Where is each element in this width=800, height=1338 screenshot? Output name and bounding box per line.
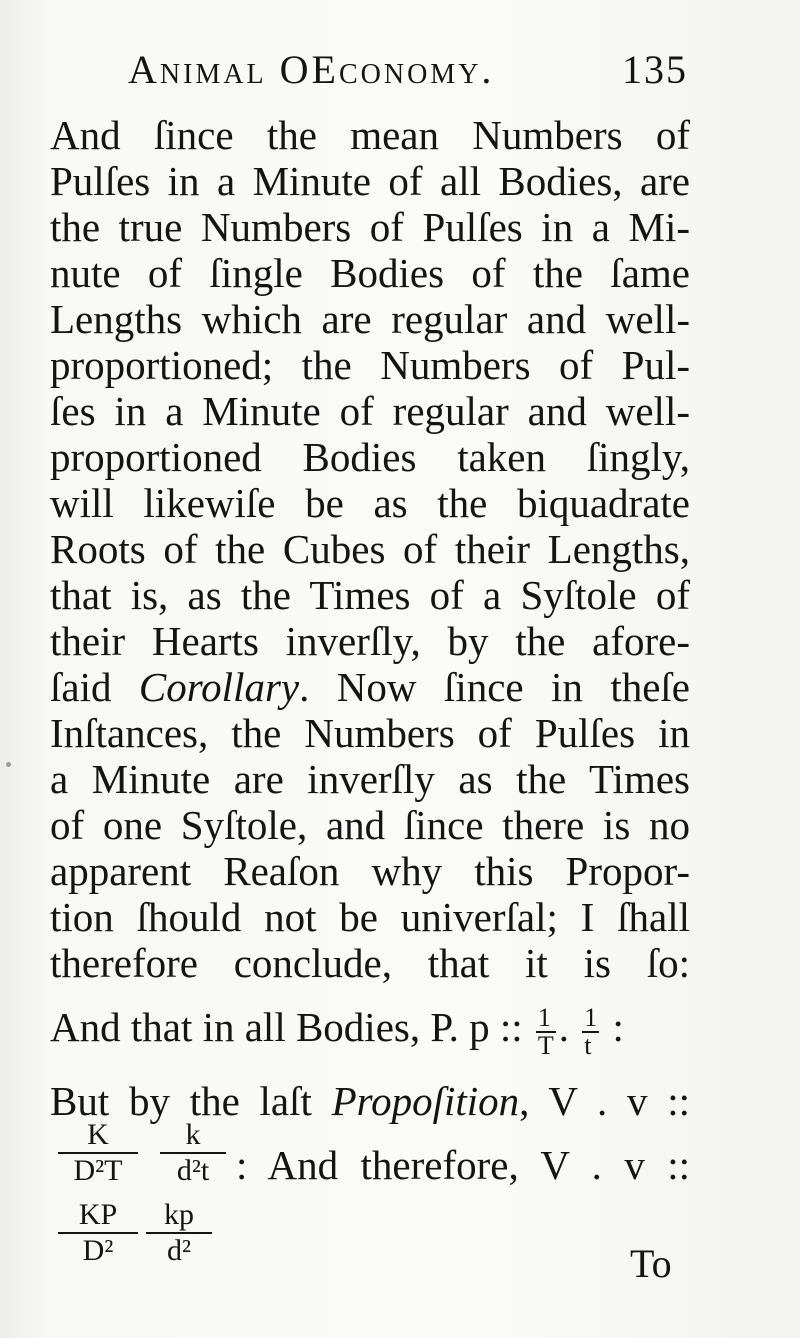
body-line: Roots of the Cubes of their Lengths,: [50, 526, 690, 572]
body-line-corollary: [50, 664, 690, 710]
fraction-one-over-t: [582, 1002, 599, 1060]
formula-end: :: [612, 1004, 624, 1050]
body-line: proportioned Bodies taken ſingly,: [50, 434, 690, 480]
fraction-numerator: k: [160, 1118, 226, 1154]
therefore-line: : And therefore, V . v ::: [236, 1142, 690, 1188]
formula-text: And that in all Bodies, P. p ::: [50, 1004, 523, 1050]
body-line: therefore conclude, that it is ſo:: [50, 940, 690, 986]
body-line: Inſtances, the Numbers of Pulſes in: [50, 710, 690, 756]
fraction-denominator: d²t: [176, 1154, 210, 1187]
body-line: will likewiſe be as the biquadrate: [50, 480, 690, 526]
fraction-denominator: D²T: [73, 1154, 123, 1187]
page-number: 135: [622, 47, 688, 92]
body-line: a Minute are inverſly as the Times: [50, 756, 690, 802]
formula-line: [50, 1004, 690, 1066]
body-line: Pulſes in a Minute of all Bodies, are: [50, 158, 690, 204]
body-line: nute of ſingle Bodies of the ſame: [50, 250, 690, 296]
italic-term-corollary: Corollary: [138, 664, 300, 710]
body-line: apparent Reaſon why this Propor-: [50, 848, 690, 894]
fraction-K-over-D2T: [58, 1118, 138, 1188]
fraction-denominator: t: [584, 1030, 592, 1060]
body-line: proportioned; the Numbers of Pul-: [50, 342, 690, 388]
body-line: the true Numbers of Pulſes in a Mi-: [50, 204, 690, 250]
fraction-denominator: d²: [167, 1234, 191, 1267]
fraction-numerator: kp: [146, 1198, 212, 1234]
italic-term-proposition: Propoſition: [331, 1078, 520, 1124]
line-text: But by the laſt: [50, 1078, 332, 1124]
fraction-numerator: 1: [536, 1005, 556, 1033]
fraction-numerator: KP: [58, 1198, 138, 1234]
line-text: , V . v ::: [519, 1078, 690, 1124]
fraction-numerator: 1: [584, 1002, 598, 1032]
fraction-KP-over-D2: [58, 1198, 138, 1268]
catchword: To: [630, 1241, 672, 1286]
body-line: tion ſhould not be univerſal; I ſhall: [50, 894, 690, 940]
running-head-title: Animal OEconomy.: [128, 47, 495, 92]
body-line: that is, as the Times of a Syſtole of: [50, 572, 690, 618]
fraction-one-over-T: [536, 1002, 556, 1060]
body-line: Lengths which are regular and well-: [50, 296, 690, 342]
line-text: . Now ſince in theſe: [299, 664, 691, 710]
paper-speck: [6, 762, 11, 767]
running-head: [128, 46, 688, 96]
fraction-denominator: T: [537, 1030, 554, 1060]
body-line: And ſince the mean Numbers of: [50, 112, 690, 158]
line-text: ſaid: [50, 664, 139, 710]
body-line: their Hearts inverſly, by the afore-: [50, 618, 690, 664]
body-line: of one Syſtole, and ſince there is no: [50, 802, 690, 848]
fraction-kp-over-d2: [146, 1198, 212, 1268]
body-line: ſes in a Minute of regular and well-: [50, 388, 690, 434]
fraction-numerator: K: [58, 1118, 138, 1154]
formula-separator: .: [558, 1004, 570, 1050]
fraction-k-over-d2t: [160, 1118, 226, 1188]
body-line-proposition: [50, 1078, 690, 1124]
fraction-denominator: D²: [82, 1234, 114, 1267]
